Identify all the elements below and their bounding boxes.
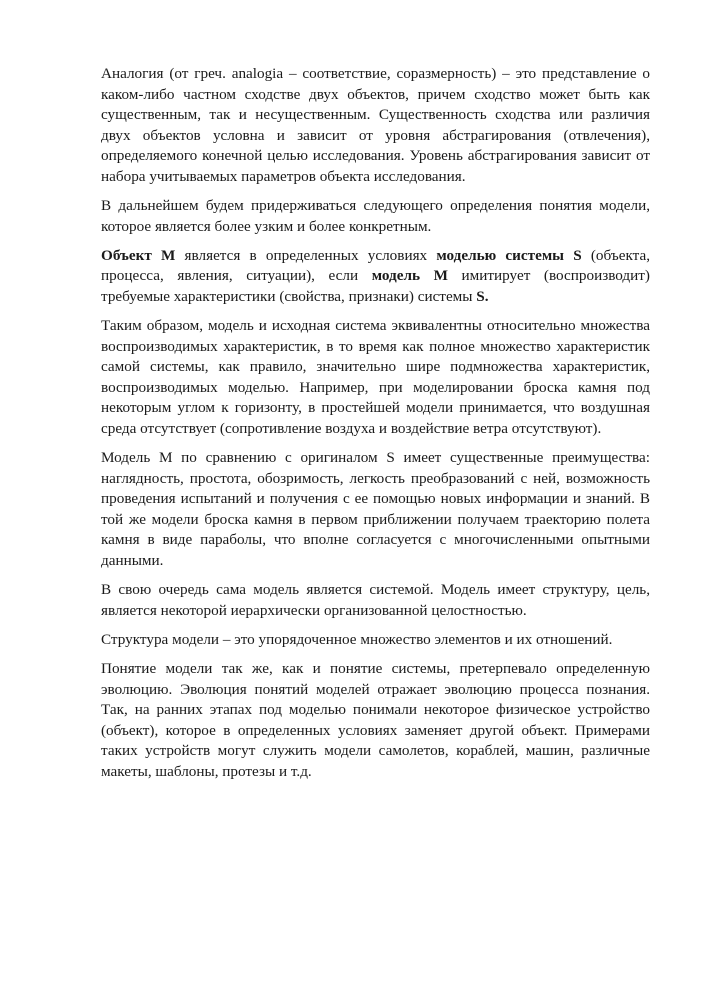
definition-text: имитирует (воспроизводит) требуемые характеристики (свойства, признаки) системы bbox=[101, 267, 650, 305]
term-object-m: Объект М bbox=[101, 246, 176, 264]
paragraph-equivalence: Таким образом, модель и исходная система эквивалентны относительно множества воспроизводимых характеристик, в то время как полное множество характеристик самой системы, как правило, значительно шире подмножества характеристик, воспроизводимых моделью. Например, при моделировании броска камня под некоторым углом к горизонту, в простейшей модели принимается, что воздушная среда отсутствует (сопротивление воздуха и воздействие ветра отсутствуют). bbox=[101, 317, 650, 437]
paragraph-structure: Структура модели – это упорядоченное множество элементов и их отношений. bbox=[101, 630, 613, 648]
paragraph-definition-intro: В дальнейшем будем придерживаться следующего определения понятия модели, которое является более узким и более конкретным. bbox=[101, 197, 650, 235]
definition-text: является в определенных условиях bbox=[175, 246, 437, 264]
definition-text: (объекта, процесса, явления, ситуации), если bbox=[101, 246, 651, 285]
document-page bbox=[101, 64, 650, 791]
paragraph-evolution: Понятие модели так же, как и понятие системы, претерпевало определенную эволюцию. Эволюция понятий моделей отражает эволюцию процесса познания. Так, на ранних этапах под моделью понимали некоторое физическое устройство (объект), которое в определенных условиях заменяет другой объект. Примерами таких устройств могут служить модели самолетов, кораблей, машин, различные макеты, шаблоны, протезы и т.д. bbox=[101, 659, 650, 780]
term-model-m: модель М bbox=[371, 267, 448, 285]
paragraph-analogy: Аналогия (от греч. analogia – соответствие, соразмерность) – это представление о каком-либо частном сходстве двух объектов, причем сходство может быть как существенным, так и несущественным. Существенность сходства или различия двух объектов условна и зависит от уровня абстрагирования (отвлечения), определяемого конечной целью исследования. Уровень абстрагирования зависит от набора учитываемых параметров объекта исследования. bbox=[101, 65, 650, 185]
paragraph-advantages: Модель М по сравнению с оригиналом S имеет существенные преимущества: наглядность, простота, обозримость, легкость преобразований с ней, возможность проведения испытаний и получения с ее помощью новых информации и знаний. В той же модели броска камня в первом приближении получаем траекторию полета камня в виде параболы, что вполне согласуется с многочисленными опытными данными. bbox=[101, 449, 650, 570]
term-system-s: S. bbox=[476, 287, 489, 305]
term-model-of-system: моделью системы S bbox=[436, 246, 582, 264]
paragraph-model-as-system: В свою очередь сама модель является системой. Модель имеет структуру, цель, является некоторой иерархически организованной целостностью. bbox=[101, 581, 650, 619]
paragraph-model-definition bbox=[101, 246, 650, 308]
